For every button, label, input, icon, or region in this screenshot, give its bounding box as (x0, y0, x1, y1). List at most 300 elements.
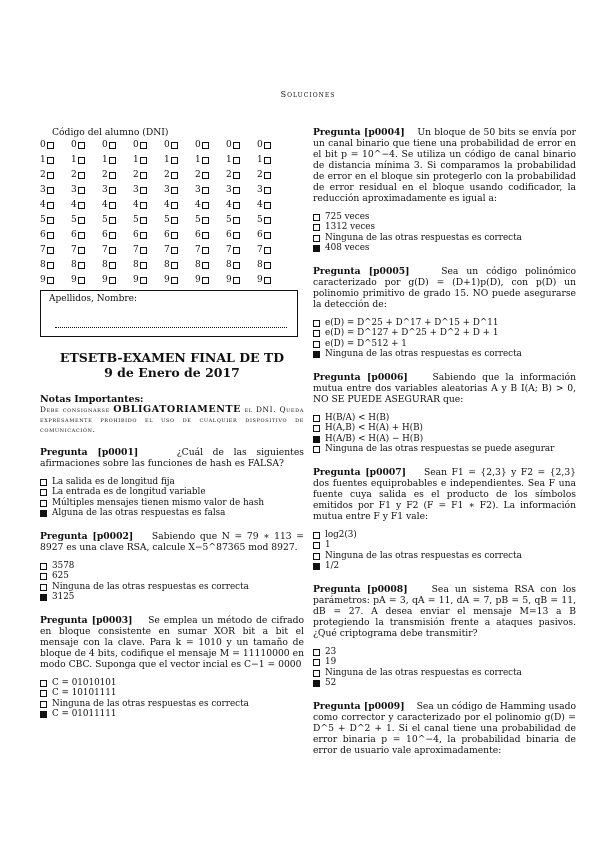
dni-cell[interactable] (226, 200, 257, 211)
dni-checkbox[interactable] (264, 232, 271, 239)
option[interactable] (313, 318, 576, 329)
option-label: La entrada es de longitud variable (52, 487, 206, 498)
checkbox[interactable] (313, 649, 320, 656)
dni-cell[interactable] (102, 200, 133, 211)
option[interactable] (40, 593, 304, 604)
dni-checkbox[interactable] (78, 232, 85, 239)
dni-cell[interactable] (133, 155, 164, 166)
checked-box[interactable] (40, 711, 47, 718)
dni-checkbox[interactable] (78, 172, 85, 179)
dni-checkbox[interactable] (171, 157, 178, 164)
dni-digit: 6 (40, 230, 46, 240)
dni-cell[interactable] (164, 170, 195, 181)
dni-cell[interactable] (133, 140, 164, 151)
checkbox[interactable] (313, 214, 320, 221)
option[interactable] (40, 572, 304, 583)
dni-checkbox[interactable] (171, 202, 178, 209)
checkbox[interactable] (313, 415, 320, 422)
dni-cell[interactable] (164, 260, 195, 271)
checkbox[interactable] (313, 446, 320, 453)
dni-digit: 2 (226, 170, 232, 180)
dni-cell[interactable] (226, 215, 257, 226)
question (313, 584, 576, 689)
dni-cell[interactable] (40, 185, 71, 196)
option[interactable] (40, 509, 304, 520)
dni-cell[interactable] (195, 170, 226, 181)
option[interactable] (313, 562, 576, 573)
dni-checkbox[interactable] (47, 217, 54, 224)
dni-checkbox[interactable] (233, 277, 240, 284)
question-text (40, 531, 304, 553)
dni-cell[interactable] (195, 260, 226, 271)
checkbox[interactable] (313, 330, 320, 337)
checked-box[interactable] (40, 594, 47, 601)
checked-box[interactable] (313, 680, 320, 687)
dni-cell[interactable] (102, 170, 133, 181)
option[interactable] (313, 541, 576, 552)
dni-digit: 1 (133, 155, 139, 165)
dni-cell[interactable] (226, 155, 257, 166)
dni-checkbox[interactable] (202, 172, 209, 179)
checkbox[interactable] (313, 670, 320, 677)
option[interactable] (313, 223, 576, 234)
dni-checkbox[interactable] (140, 217, 147, 224)
dni-checkbox[interactable] (233, 172, 240, 179)
dni-checkbox[interactable] (264, 187, 271, 194)
option[interactable] (40, 710, 304, 721)
dni-checkbox[interactable] (109, 172, 116, 179)
dni-cell[interactable] (257, 140, 288, 151)
dni-digit: 0 (164, 140, 170, 150)
dni-checkbox[interactable] (109, 202, 116, 209)
dni-digit: 8 (164, 260, 170, 270)
dni-cell[interactable] (226, 275, 257, 286)
dni-checkbox[interactable] (109, 232, 116, 239)
dni-digit: 9 (133, 275, 139, 285)
dni-checkbox[interactable] (109, 262, 116, 269)
dni-cell[interactable] (71, 215, 102, 226)
name-box[interactable] (40, 290, 298, 337)
option[interactable] (313, 424, 576, 435)
option[interactable] (313, 212, 576, 223)
checkbox[interactable] (40, 500, 47, 507)
dni-checkbox[interactable] (47, 262, 54, 269)
dni-checkbox[interactable] (202, 142, 209, 149)
question-label: Pregunta [p0009] (313, 701, 405, 712)
dni-cell[interactable] (164, 185, 195, 196)
dni-cell[interactable] (102, 185, 133, 196)
dni-cell[interactable] (164, 215, 195, 226)
dni-cell[interactable] (226, 170, 257, 181)
dni-cell[interactable] (133, 185, 164, 196)
option-label: Ninguna de las otras respuestas es correcta (52, 698, 249, 709)
dni-cell[interactable] (164, 230, 195, 241)
dni-checkbox[interactable] (202, 187, 209, 194)
checkbox[interactable] (40, 573, 47, 580)
dni-cell[interactable] (71, 245, 102, 256)
dni-digit: 0 (40, 140, 46, 150)
dni-digit: 1 (164, 155, 170, 165)
dni-checkbox[interactable] (171, 142, 178, 149)
dni-cell[interactable] (102, 230, 133, 241)
option[interactable] (313, 679, 576, 690)
checkbox[interactable] (313, 341, 320, 348)
dni-checkbox[interactable] (171, 277, 178, 284)
dni-checkbox[interactable] (47, 247, 54, 254)
checked-box[interactable] (313, 245, 320, 252)
options-list (313, 530, 576, 572)
name-label: Apellidos, Nombre: (49, 294, 137, 304)
checkbox[interactable] (313, 235, 320, 242)
dni-checkbox[interactable] (171, 232, 178, 239)
option[interactable] (313, 658, 576, 669)
dni-digit: 9 (40, 275, 46, 285)
dni-checkbox[interactable] (47, 187, 54, 194)
dni-checkbox[interactable] (233, 157, 240, 164)
dni-cell[interactable] (164, 155, 195, 166)
dni-cell[interactable] (40, 215, 71, 226)
checkbox[interactable] (40, 489, 47, 496)
dni-checkbox[interactable] (202, 262, 209, 269)
dni-checkbox[interactable] (78, 202, 85, 209)
dni-cell[interactable] (257, 185, 288, 196)
checkbox[interactable] (313, 553, 320, 560)
dni-digit: 5 (195, 215, 201, 225)
checkbox[interactable] (40, 563, 47, 570)
question-label: Pregunta [p0008] (313, 584, 408, 595)
dni-cell[interactable] (195, 155, 226, 166)
dni-cell[interactable] (133, 260, 164, 271)
dni-cell[interactable] (257, 155, 288, 166)
dni-checkbox[interactable] (109, 142, 116, 149)
dni-cell[interactable] (102, 215, 133, 226)
question-body: Un bloque de 50 bits se envía por un canal binario que tiene una probabilidad de error en el bit p = 10^−4. Se utiliza un código de canal binario de distancia mínima 3. Si comparamos la probabilidad de error en el bloque sin protegerlo con la probabilidad de error residual en el bloque usando codificador, la reducción aproximadamente es igual a: (313, 127, 576, 204)
dni-checkbox[interactable] (264, 142, 271, 149)
dni-cell[interactable] (226, 260, 257, 271)
option-label: C = 01011111 (52, 709, 117, 720)
dni-cell[interactable] (40, 140, 71, 151)
dni-checkbox[interactable] (264, 247, 271, 254)
checkbox[interactable] (313, 320, 320, 327)
dni-checkbox[interactable] (140, 232, 147, 239)
option-label: e(D) = D^512 + 1 (325, 338, 407, 349)
option[interactable] (313, 530, 576, 541)
dni-checkbox[interactable] (264, 172, 271, 179)
checkbox[interactable] (313, 532, 320, 539)
dni-digit: 5 (40, 215, 46, 225)
dni-checkbox[interactable] (47, 172, 54, 179)
dni-cell[interactable] (164, 245, 195, 256)
dni-digit: 5 (226, 215, 232, 225)
checked-box[interactable] (313, 563, 320, 570)
dni-cell[interactable] (102, 245, 133, 256)
dni-digit: 7 (164, 245, 170, 255)
options-list (313, 318, 576, 360)
dni-cell[interactable] (164, 140, 195, 151)
dni-cell[interactable] (102, 155, 133, 166)
options-list (40, 678, 304, 720)
dni-cell[interactable] (257, 230, 288, 241)
dni-cell[interactable] (195, 140, 226, 151)
dni-digit: 2 (40, 170, 46, 180)
dni-cell[interactable] (71, 200, 102, 211)
checkbox[interactable] (40, 690, 47, 697)
dni-checkbox[interactable] (109, 277, 116, 284)
option[interactable] (313, 350, 576, 361)
options-list (313, 212, 576, 254)
dni-checkbox[interactable] (47, 157, 54, 164)
dni-cell[interactable] (226, 185, 257, 196)
dni-cell[interactable] (195, 200, 226, 211)
option-label: C = 01010101 (52, 677, 117, 688)
dni-cell[interactable] (133, 215, 164, 226)
checkbox[interactable] (40, 584, 47, 591)
dni-cell[interactable] (71, 155, 102, 166)
dni-checkbox[interactable] (109, 187, 116, 194)
dni-cell[interactable] (226, 230, 257, 241)
option[interactable] (40, 689, 304, 700)
question-label: Pregunta [p0006] (313, 372, 408, 383)
dni-cell[interactable] (133, 230, 164, 241)
dni-digit: 1 (71, 155, 77, 165)
dni-checkbox[interactable] (140, 247, 147, 254)
dni-cell[interactable] (195, 245, 226, 256)
options-list (313, 647, 576, 689)
dni-checkbox[interactable] (202, 157, 209, 164)
dni-checkbox[interactable] (233, 187, 240, 194)
dni-cell[interactable] (257, 245, 288, 256)
dni-checkbox[interactable] (233, 202, 240, 209)
option[interactable] (40, 477, 304, 488)
dni-checkbox[interactable] (140, 187, 147, 194)
dni-checkbox[interactable] (264, 202, 271, 209)
dni-digit: 9 (257, 275, 263, 285)
option[interactable] (313, 233, 576, 244)
option-label: La salida es de longitud fija (52, 476, 175, 487)
dni-row (40, 138, 304, 153)
dni-checkbox[interactable] (171, 217, 178, 224)
dni-cell[interactable] (195, 230, 226, 241)
dni-cell[interactable] (195, 275, 226, 286)
dni-cell[interactable] (40, 200, 71, 211)
dni-checkbox[interactable] (202, 232, 209, 239)
dni-digit: 7 (195, 245, 201, 255)
dni-cell[interactable] (40, 170, 71, 181)
checkbox[interactable] (40, 680, 47, 687)
dni-row (40, 228, 304, 243)
dni-row (40, 198, 304, 213)
dni-cell[interactable] (40, 230, 71, 241)
dni-checkbox[interactable] (233, 142, 240, 149)
dni-checkbox[interactable] (264, 277, 271, 284)
dni-checkbox[interactable] (140, 277, 147, 284)
dni-checkbox[interactable] (47, 142, 54, 149)
dni-checkbox[interactable] (78, 187, 85, 194)
checkbox[interactable] (313, 224, 320, 231)
option[interactable] (313, 647, 576, 658)
option[interactable] (40, 678, 304, 689)
option-label: Múltiples mensajes tienen mismo valor de hash (52, 497, 265, 508)
option[interactable] (313, 445, 576, 456)
checked-box[interactable] (313, 436, 320, 443)
dni-checkbox[interactable] (202, 247, 209, 254)
dni-cell[interactable] (257, 275, 288, 286)
dni-row (40, 183, 304, 198)
dni-checkbox[interactable] (140, 172, 147, 179)
option-label: H(A,B) < H(A) + H(B) (325, 423, 423, 434)
dni-checkbox[interactable] (140, 202, 147, 209)
dni-checkbox[interactable] (78, 142, 85, 149)
question-text (313, 467, 576, 522)
dni-digit: 8 (226, 260, 232, 270)
question-text (313, 266, 576, 310)
dni-cell[interactable] (71, 260, 102, 271)
question-text (313, 584, 576, 639)
options-list (40, 477, 304, 519)
dni-cell[interactable] (71, 230, 102, 241)
dni-checkbox[interactable] (140, 157, 147, 164)
option[interactable] (313, 339, 576, 350)
dni-digit: 5 (133, 215, 139, 225)
dni-checkbox[interactable] (109, 247, 116, 254)
dni-cell[interactable] (226, 245, 257, 256)
dni-cell[interactable] (257, 215, 288, 226)
dni-cell[interactable] (195, 185, 226, 196)
option[interactable] (40, 498, 304, 509)
dni-checkbox[interactable] (202, 217, 209, 224)
dni-cell[interactable] (133, 275, 164, 286)
dni-digit: 0 (133, 140, 139, 150)
dni-digit: 0 (195, 140, 201, 150)
dni-cell[interactable] (102, 260, 133, 271)
notes-text-1: Debe consignarse (40, 405, 110, 414)
option[interactable] (313, 434, 576, 445)
dni-checkbox[interactable] (264, 217, 271, 224)
dni-checkbox[interactable] (264, 262, 271, 269)
dni-cell[interactable] (133, 245, 164, 256)
question-label: Pregunta [p0001] (40, 447, 139, 458)
dni-checkbox[interactable] (202, 202, 209, 209)
dni-cell[interactable] (164, 275, 195, 286)
dni-digit: 1 (226, 155, 232, 165)
dni-checkbox[interactable] (78, 157, 85, 164)
dni-digit: 6 (226, 230, 232, 240)
checkbox[interactable] (40, 701, 47, 708)
dni-cell[interactable] (71, 170, 102, 181)
name-line (55, 327, 287, 328)
dni-checkbox[interactable] (171, 172, 178, 179)
dni-digit: 7 (102, 245, 108, 255)
dni-cell[interactable] (226, 140, 257, 151)
checkbox[interactable] (313, 659, 320, 666)
dni-cell[interactable] (40, 245, 71, 256)
dni-checkbox[interactable] (47, 277, 54, 284)
dni-checkbox[interactable] (47, 202, 54, 209)
option-label: log2(3) (325, 529, 357, 540)
dni-cell[interactable] (102, 275, 133, 286)
dni-cell[interactable] (71, 140, 102, 151)
dni-checkbox[interactable] (78, 217, 85, 224)
option-label: 3125 (52, 592, 75, 603)
dni-digit: 9 (71, 275, 77, 285)
dni-checkbox[interactable] (264, 157, 271, 164)
checked-box[interactable] (313, 351, 320, 358)
dni-cell[interactable] (71, 185, 102, 196)
dni-checkbox[interactable] (78, 262, 85, 269)
dni-cell[interactable] (257, 260, 288, 271)
option[interactable] (313, 668, 576, 679)
dni-checkbox[interactable] (109, 157, 116, 164)
checkbox[interactable] (313, 425, 320, 432)
option[interactable] (40, 488, 304, 499)
checkbox[interactable] (40, 479, 47, 486)
question-body: Se emplea un método de cifrado en bloque consistente en sumar XOR bit a bit el mensaje con la clave. Para k = 1010 y un tamaño de bloque de 4 bits, codifique el mensaje M = 11110000 en modo CBC. Suponga que el vector incial es C−1 = 0000 (40, 615, 305, 670)
dni-checkbox[interactable] (78, 247, 85, 254)
question-text (40, 447, 304, 469)
dni-cell[interactable] (257, 170, 288, 181)
option[interactable] (313, 551, 576, 562)
dni-checkbox[interactable] (233, 247, 240, 254)
dni-checkbox[interactable] (233, 217, 240, 224)
dni-digit: 9 (195, 275, 201, 285)
dni-checkbox[interactable] (140, 262, 147, 269)
dni-digit: 7 (40, 245, 46, 255)
dni-checkbox[interactable] (47, 232, 54, 239)
checkbox[interactable] (313, 542, 320, 549)
option-label: 3578 (52, 560, 75, 571)
dni-digit: 8 (71, 260, 77, 270)
dni-cell[interactable] (40, 260, 71, 271)
dni-cell[interactable] (195, 215, 226, 226)
option[interactable] (313, 244, 576, 255)
dni-cell[interactable] (133, 200, 164, 211)
option[interactable] (40, 699, 304, 710)
option-label: Ninguna de las otras respuestas se puede asegurar (325, 444, 555, 455)
dni-checkbox[interactable] (233, 232, 240, 239)
option-label: Ninguna de las otras respuestas es correcta (325, 667, 522, 678)
dni-cell[interactable] (133, 170, 164, 181)
option-label: 725 veces (325, 211, 370, 222)
dni-digit: 8 (195, 260, 201, 270)
dni-digit: 2 (257, 170, 263, 180)
option[interactable] (313, 329, 576, 340)
dni-checkbox[interactable] (171, 187, 178, 194)
dni-checkbox[interactable] (171, 262, 178, 269)
option-label: 1312 veces (325, 222, 376, 233)
dni-cell[interactable] (164, 200, 195, 211)
option[interactable] (40, 582, 304, 593)
checked-box[interactable] (40, 510, 47, 517)
dni-cell[interactable] (71, 275, 102, 286)
dni-checkbox[interactable] (233, 262, 240, 269)
dni-digit: 4 (102, 200, 108, 210)
option[interactable] (313, 413, 576, 424)
dni-checkbox[interactable] (202, 277, 209, 284)
option[interactable] (40, 561, 304, 572)
dni-cell[interactable] (257, 200, 288, 211)
dni-checkbox[interactable] (78, 277, 85, 284)
question-label: Pregunta [p0003] (40, 615, 133, 626)
dni-cell[interactable] (102, 140, 133, 151)
dni-checkbox[interactable] (140, 142, 147, 149)
dni-cell[interactable] (40, 155, 71, 166)
dni-cell[interactable] (40, 275, 71, 286)
dni-checkbox[interactable] (109, 217, 116, 224)
dni-checkbox[interactable] (171, 247, 178, 254)
question-body: Sea un código polinómico caracterizado por g(D) = (D+1)p(D), con p(D) un polinomio primitivo de grado 15. NO puede asegurarse la detección de: (313, 266, 577, 310)
question (313, 467, 576, 572)
dni-digit: 6 (102, 230, 108, 240)
